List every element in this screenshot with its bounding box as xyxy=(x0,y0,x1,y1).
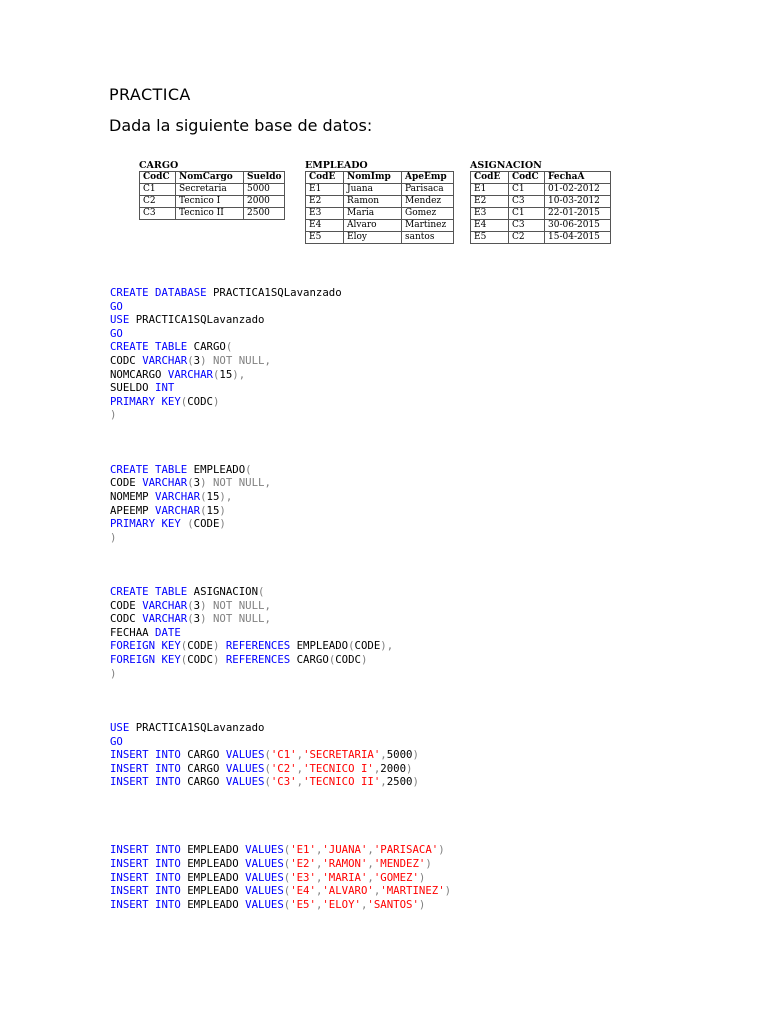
code-token: CARGO xyxy=(187,761,226,775)
table-cell: 2500 xyxy=(244,208,285,220)
code-token: VALUES xyxy=(225,748,265,762)
code-token: INSERT INTO xyxy=(110,856,188,870)
code-token: CODE xyxy=(193,517,220,531)
code-line xyxy=(110,490,451,504)
code-line xyxy=(110,449,451,463)
code-line xyxy=(110,816,451,830)
code-token: INSERT INTO xyxy=(110,843,188,857)
code-token: 'C2' xyxy=(270,761,297,775)
code-token: ) xyxy=(110,666,117,680)
code-token: , xyxy=(315,870,323,884)
code-line xyxy=(110,830,451,844)
code-token: CODC xyxy=(335,653,361,667)
code-line xyxy=(110,612,451,626)
code-line xyxy=(110,531,451,545)
table-header-row xyxy=(140,172,285,184)
code-token: ), xyxy=(380,639,394,653)
code-token: 'TECNICO II' xyxy=(303,775,381,789)
code-token: FOREIGN KEY xyxy=(110,639,181,653)
code-token: , xyxy=(315,884,323,898)
code-token: VALUES xyxy=(245,884,284,898)
code-token: ) NOT NULL, xyxy=(200,598,271,612)
code-token: ) xyxy=(212,653,226,667)
code-token: ) xyxy=(412,748,419,762)
table-cell: 15-04-2015 xyxy=(545,232,611,244)
table-row xyxy=(306,232,454,244)
code-token: ( xyxy=(187,612,194,626)
code-token: VALUES xyxy=(245,843,284,857)
code-line xyxy=(110,775,451,789)
code-token: VALUES xyxy=(225,775,265,789)
code-token: APEEMP xyxy=(110,503,156,517)
code-line xyxy=(110,599,451,613)
table-cell: Alvaro xyxy=(344,220,402,232)
code-token: ( xyxy=(180,394,188,408)
code-token: ) xyxy=(438,843,445,857)
code-token: ( xyxy=(283,884,291,898)
code-token: DATE xyxy=(155,625,181,639)
code-token: 3 xyxy=(193,353,201,367)
code-token: REFERENCES xyxy=(225,653,297,667)
code-token: FOREIGN KEY xyxy=(110,653,181,667)
code-line xyxy=(110,653,451,667)
code-line xyxy=(110,368,451,382)
table-cell: C2 xyxy=(140,196,176,208)
code-token: ASIGNACION xyxy=(193,585,259,599)
table-cell: E4 xyxy=(306,220,344,232)
code-token: 'JUANA' xyxy=(322,843,368,857)
column-header: NomImp xyxy=(344,172,402,184)
table-row xyxy=(306,184,454,196)
table-cell: 22-01-2015 xyxy=(545,208,611,220)
code-token: EMPLEADO xyxy=(296,639,349,653)
code-token: ( xyxy=(200,489,207,503)
table-cell: C3 xyxy=(509,220,545,232)
code-token: , xyxy=(296,748,304,762)
table-cell: E4 xyxy=(471,220,509,232)
code-token: 'PARISACA' xyxy=(373,843,439,857)
code-token: 'C1' xyxy=(270,748,297,762)
table-cell: 30-06-2015 xyxy=(545,220,611,232)
code-token: ( xyxy=(225,340,233,354)
table-header-row xyxy=(306,172,454,184)
code-line xyxy=(110,789,451,803)
code-token: ), xyxy=(219,489,233,503)
code-token: INSERT INTO xyxy=(110,897,188,911)
code-token: ( xyxy=(283,843,291,857)
code-line xyxy=(110,707,451,721)
code-token: ) xyxy=(361,653,368,667)
table-cell: C3 xyxy=(509,196,545,208)
code-token: 'ALVARO' xyxy=(322,884,374,898)
code-token: ( xyxy=(283,897,291,911)
code-token: ( xyxy=(245,462,252,476)
code-token: VARCHAR xyxy=(142,476,188,490)
document-subtitle: Dada la siguiente base de datos: xyxy=(109,116,373,135)
code-line xyxy=(110,585,451,599)
database-tables xyxy=(139,160,619,252)
code-token: PRIMARY KEY xyxy=(110,394,181,408)
table-row xyxy=(471,184,611,196)
code-token: USE xyxy=(110,313,136,327)
table-row xyxy=(306,196,454,208)
code-token: VALUES xyxy=(245,856,284,870)
table-row xyxy=(471,232,611,244)
table-cell: E2 xyxy=(306,196,344,208)
code-line xyxy=(110,748,451,762)
code-token: VALUES xyxy=(225,761,265,775)
table-cell: 01-02-2012 xyxy=(545,184,611,196)
code-line xyxy=(110,300,451,314)
code-token: CARGO xyxy=(193,340,226,354)
code-token: ) xyxy=(212,394,220,408)
table-cell: Secretaria xyxy=(176,184,244,196)
code-token: INSERT INTO xyxy=(110,884,188,898)
data-table xyxy=(470,171,611,244)
code-line xyxy=(110,871,451,885)
column-header: NomCargo xyxy=(176,172,244,184)
code-token: , xyxy=(296,761,304,775)
code-token: ( xyxy=(187,353,194,367)
table-caption: ASIGNACION xyxy=(470,160,542,171)
table-cell: E5 xyxy=(471,232,509,244)
code-token: , xyxy=(367,843,374,857)
table-caption: EMPLEADO xyxy=(305,160,368,171)
code-token: 15 xyxy=(206,489,220,503)
code-token: , xyxy=(367,856,374,870)
code-token: EMPLEADO xyxy=(187,897,246,911)
table-cell: Gomez xyxy=(402,208,454,220)
code-token: ) xyxy=(418,870,426,884)
code-line xyxy=(110,843,451,857)
column-header: Sueldo xyxy=(244,172,285,184)
code-token: CREATE TABLE xyxy=(110,462,194,476)
code-line xyxy=(110,762,451,776)
code-line xyxy=(110,463,451,477)
table-cell: 2000 xyxy=(244,196,285,208)
code-token: 3 xyxy=(193,598,201,612)
code-token: INSERT INTO xyxy=(110,761,188,775)
code-line xyxy=(110,422,451,436)
code-token: , xyxy=(315,843,323,857)
code-line xyxy=(110,395,451,409)
code-token: CODE xyxy=(110,598,143,612)
table-empleado xyxy=(305,160,454,244)
code-token: , xyxy=(367,870,374,884)
code-token: 'SECRETARIA' xyxy=(303,748,381,762)
code-line xyxy=(110,680,451,694)
column-header: CodC xyxy=(509,172,545,184)
table-cell: Mendez xyxy=(402,196,454,208)
code-token: VARCHAR xyxy=(167,367,213,381)
code-token: ( xyxy=(328,653,336,667)
column-header: ApeEmp xyxy=(402,172,454,184)
code-token: , xyxy=(380,748,387,762)
code-token: ( xyxy=(264,748,271,762)
code-token: GO xyxy=(110,326,123,340)
code-token: ) xyxy=(212,639,226,653)
code-token: VARCHAR xyxy=(155,489,201,503)
code-token: VARCHAR xyxy=(142,612,188,626)
table-row xyxy=(306,208,454,220)
code-token: , xyxy=(315,897,323,911)
code-token: INSERT INTO xyxy=(110,748,188,762)
code-token: 'MARIA' xyxy=(322,870,368,884)
code-token: 3 xyxy=(193,612,201,626)
code-token: PRACTICA1SQLavanzado xyxy=(135,721,265,734)
code-token: 'E4' xyxy=(290,884,316,898)
code-line xyxy=(110,803,451,817)
code-token: 2000 xyxy=(380,761,407,775)
column-header: CodE xyxy=(306,172,344,184)
code-token: 5000 xyxy=(386,748,413,762)
code-token: CARGO xyxy=(296,653,329,667)
code-token: ) NOT NULL, xyxy=(200,476,271,490)
code-line xyxy=(110,667,451,681)
table-cell: C1 xyxy=(509,208,545,220)
code-token: INSERT INTO xyxy=(110,775,188,789)
code-token: EMPLEADO xyxy=(187,856,246,870)
code-token: 'GOMEZ' xyxy=(373,870,419,884)
code-token: 'SANTOS' xyxy=(367,897,419,911)
code-token: PRIMARY KEY xyxy=(110,517,188,531)
code-token: CARGO xyxy=(187,775,226,789)
code-line xyxy=(110,436,451,450)
code-token: 'ELOY' xyxy=(322,897,361,911)
code-line xyxy=(110,504,451,518)
code-token: NOMEMP xyxy=(110,489,156,503)
code-line xyxy=(110,340,451,354)
code-token: VALUES xyxy=(245,870,284,884)
code-token: ( xyxy=(264,775,271,789)
table-cell: Maria xyxy=(344,208,402,220)
table-cell: C3 xyxy=(140,208,176,220)
code-token: EMPLEADO xyxy=(187,843,246,857)
code-token: ( xyxy=(187,476,194,490)
table-row xyxy=(471,220,611,232)
code-token: , xyxy=(360,897,368,911)
code-token: 15 xyxy=(206,503,220,517)
table-cell: Juana xyxy=(344,184,402,196)
table-caption: CARGO xyxy=(139,160,179,171)
code-token: , xyxy=(380,775,387,789)
code-line xyxy=(110,558,451,572)
code-token: ) xyxy=(425,856,432,870)
code-line xyxy=(110,884,451,898)
code-line xyxy=(110,544,451,558)
code-token: , xyxy=(373,761,381,775)
table-row xyxy=(471,208,611,220)
table-cell: Tecnico II xyxy=(176,208,244,220)
code-token: ) NOT NULL, xyxy=(200,612,271,626)
code-token: VARCHAR xyxy=(142,598,188,612)
code-line xyxy=(110,898,451,912)
code-line xyxy=(110,694,451,708)
code-token: EMPLEADO xyxy=(193,462,246,476)
table-cell: E5 xyxy=(306,232,344,244)
document-title: PRACTICA xyxy=(109,85,191,104)
code-token: ) xyxy=(406,761,413,775)
table-cell: C2 xyxy=(509,232,545,244)
code-token: , xyxy=(296,775,304,789)
code-token: EMPLEADO xyxy=(187,884,246,898)
code-token: , xyxy=(373,884,381,898)
code-token: 15 xyxy=(219,367,233,381)
code-token: ) xyxy=(444,884,452,898)
code-line xyxy=(110,857,451,871)
code-token: 2500 xyxy=(386,775,413,789)
code-token: ) xyxy=(418,897,426,911)
table-cell: E1 xyxy=(306,184,344,196)
table-row xyxy=(140,196,285,208)
code-token: 'TECNICO I' xyxy=(303,761,374,775)
column-header: CodC xyxy=(140,172,176,184)
table-header-row xyxy=(471,172,611,184)
table-cell: C1 xyxy=(140,184,176,196)
table-cell: E2 xyxy=(471,196,509,208)
code-line xyxy=(110,476,451,490)
code-token: CREATE TABLE xyxy=(110,340,194,354)
column-header: FechaA xyxy=(545,172,611,184)
code-token: GO xyxy=(110,734,123,748)
code-token: 3 xyxy=(193,476,201,490)
code-token: ( xyxy=(258,585,265,599)
column-header: CodE xyxy=(471,172,509,184)
code-line xyxy=(110,626,451,640)
code-line xyxy=(110,735,451,749)
code-token: CREATE TABLE xyxy=(110,585,194,599)
code-token: ) xyxy=(412,775,419,789)
code-token: CODE xyxy=(354,639,381,653)
table-cell: C1 xyxy=(509,184,545,196)
code-token: GO xyxy=(110,299,123,313)
table-cell: santos xyxy=(402,232,454,244)
code-token: CODE xyxy=(110,476,143,490)
code-line xyxy=(110,286,451,300)
table-row xyxy=(140,184,285,196)
code-line xyxy=(110,721,451,735)
table-cell: E3 xyxy=(306,208,344,220)
code-token: CREATE DATABASE xyxy=(110,286,213,299)
code-token: SUELDO xyxy=(110,381,156,395)
table-cell: Martinez xyxy=(402,220,454,232)
code-token: 'C3' xyxy=(270,775,297,789)
table-cell: Ramon xyxy=(344,196,402,208)
code-line xyxy=(110,571,451,585)
code-token: 'E1' xyxy=(290,843,316,857)
code-token: REFERENCES xyxy=(225,639,297,653)
code-token: CODC xyxy=(110,353,143,367)
code-token: VALUES xyxy=(245,897,284,911)
code-token: PRACTICA1SQLavanzado xyxy=(135,313,265,327)
code-token: ( xyxy=(212,367,220,381)
code-token: EMPLEADO xyxy=(187,870,246,884)
code-token: CARGO xyxy=(187,748,226,762)
code-line xyxy=(110,354,451,368)
code-line xyxy=(110,639,451,653)
code-token: 'RAMON' xyxy=(322,856,368,870)
code-token: 'MARTINEZ' xyxy=(380,884,445,898)
code-token: CODE xyxy=(187,639,213,653)
sql-code-block xyxy=(110,286,451,911)
table-cell: Eloy xyxy=(344,232,402,244)
code-token: INSERT INTO xyxy=(110,870,188,884)
code-token: ( xyxy=(180,653,188,667)
table-row xyxy=(471,196,611,208)
code-token: CODC xyxy=(110,612,143,626)
code-token: USE xyxy=(110,721,136,734)
code-token: ( xyxy=(180,639,188,653)
code-line xyxy=(110,381,451,395)
code-token: FECHAA xyxy=(110,625,156,639)
code-token: ( xyxy=(348,639,355,653)
code-token: VARCHAR xyxy=(142,353,188,367)
code-token: 'E2' xyxy=(290,856,316,870)
table-row xyxy=(306,220,454,232)
code-token: ) xyxy=(110,408,117,422)
table-cell: E3 xyxy=(471,208,509,220)
table-cell: Parisaca xyxy=(402,184,454,196)
code-token: ( xyxy=(200,503,207,517)
code-line xyxy=(110,408,451,422)
code-line xyxy=(110,517,451,531)
code-token: ( xyxy=(283,870,291,884)
table-cell: 5000 xyxy=(244,184,285,196)
data-table xyxy=(305,171,454,244)
code-token: ( xyxy=(187,598,194,612)
code-token: ( xyxy=(264,761,271,775)
code-token: ) xyxy=(110,530,117,544)
code-token: , xyxy=(315,856,323,870)
code-token: CODC xyxy=(187,394,213,408)
code-token: 'E5' xyxy=(290,897,316,911)
code-line xyxy=(110,327,451,341)
table-cell: Tecnico I xyxy=(176,196,244,208)
code-token: ( xyxy=(283,856,291,870)
code-token: 'E3' xyxy=(290,870,316,884)
code-token: ), xyxy=(232,367,246,381)
code-token: ) NOT NULL, xyxy=(200,353,271,367)
code-token: PRACTICA1SQLavanzado xyxy=(212,286,342,299)
table-row xyxy=(140,208,285,220)
code-token: CODC xyxy=(187,653,213,667)
code-token: 'MENDEZ' xyxy=(373,856,426,870)
table-cell: E1 xyxy=(471,184,509,196)
data-table xyxy=(139,171,285,220)
code-token: ( xyxy=(187,517,194,531)
code-token: ) xyxy=(219,503,226,517)
table-cell: 10-03-2012 xyxy=(545,196,611,208)
code-token: ) xyxy=(219,517,226,531)
code-line xyxy=(110,313,451,327)
table-cargo xyxy=(139,160,285,220)
table-asignacion xyxy=(470,160,611,244)
code-token: NOMCARGO xyxy=(110,367,168,381)
code-token: INT xyxy=(155,381,175,395)
code-token: VARCHAR xyxy=(155,503,201,517)
